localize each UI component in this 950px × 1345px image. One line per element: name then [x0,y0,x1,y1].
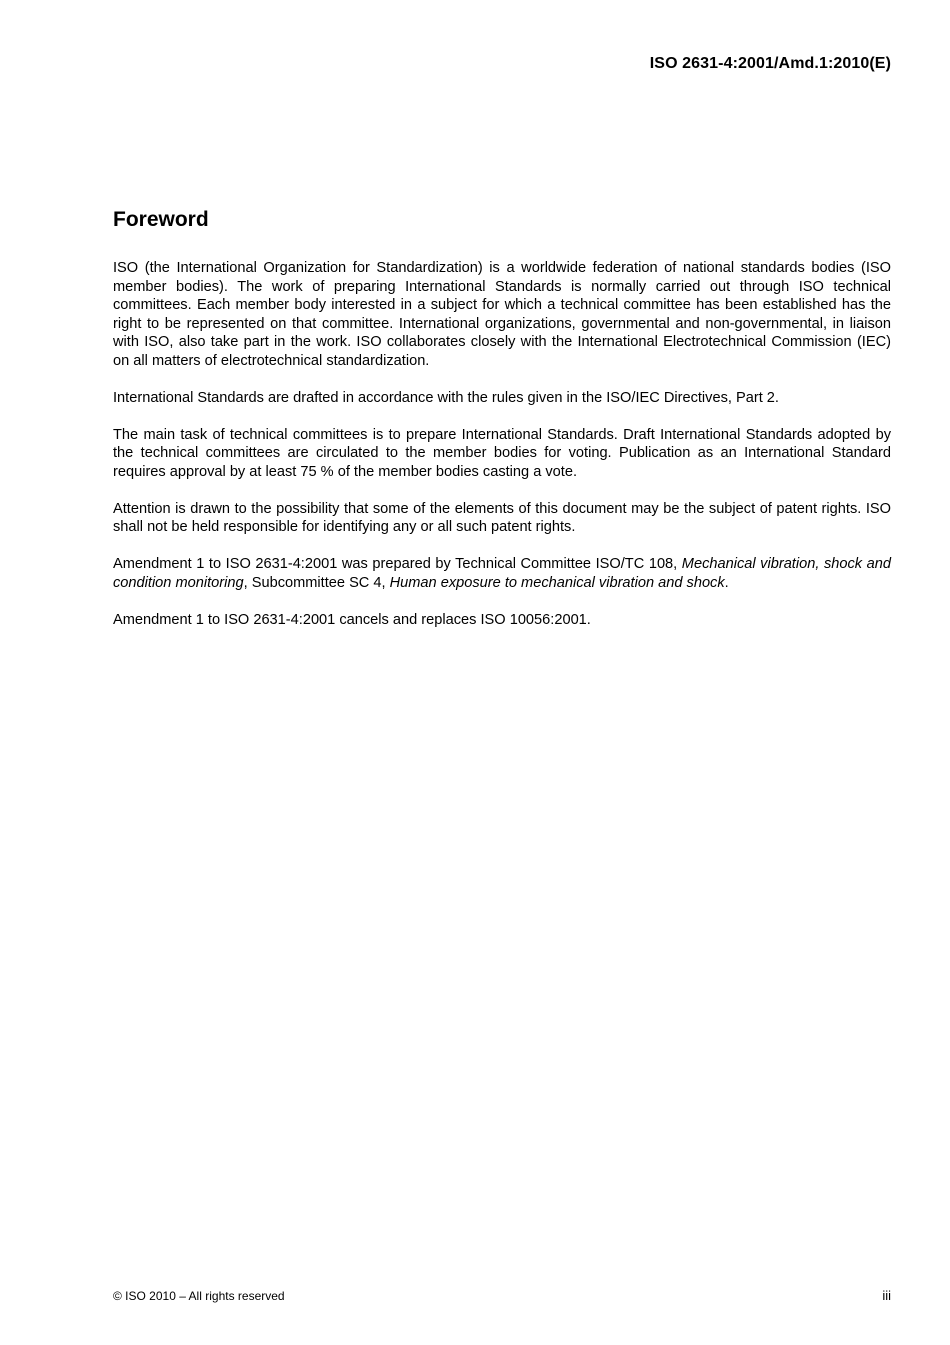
paragraph-cancels-replaces: Amendment 1 to ISO 2631-4:2001 cancels and replaces ISO 10056:2001. [113,611,591,628]
paragraph-iso-overview: ISO (the International Organization for Standardization) is a worldwide federation of national standards bodies (ISO member bodies). The work of preparing International Standards is normally carried out through ISO technical committees. Each member body interested in a subject for which a technical committee has been established has the right to be represented on that committee. International organizations, governmental and non-governmental, in liaison with ISO, also take part in the work. ISO collaborates closely with the International Electrotechnical Commission (IEC) on all matters of electrotechnical standardization. [113,260,891,369]
amendment-text-part2: , Subcommittee SC 4, [243,574,390,591]
amendment-text-part1: Amendment 1 to ISO 2631-4:2001 was prepared by Technical Committee ISO/TC 108, [113,556,682,572]
page-title: Foreword [113,208,209,231]
foreword-body [113,259,891,648]
committee-title: Mechanical vibration, shock and condition monitoring [113,556,891,591]
paragraph-amendment-preparation [113,555,891,592]
document-identifier: ISO 2631-4:2001/Amd.1:2010(E) [649,55,891,72]
amendment-text-part3: . [724,574,729,591]
paragraph-patent-rights: Attention is drawn to the possibility that some of the elements of this document may be the subject of patent rights. ISO shall not be held responsible for identifying any or all such patent rights. [113,500,891,535]
copyright-notice: © ISO 2010 – All rights reserved [113,1289,285,1303]
paragraph-directives: International Standards are drafted in accordance with the rules given in the ISO/IEC Directives, Part 2. [113,389,779,406]
page-number: iii [882,1288,891,1303]
subcommittee-title: Human exposure to mechanical vibration and shock [389,574,725,591]
paragraph-committee-task: The main task of technical committees is to prepare International Standards. Draft International Standards adopted by the technical committees are circulated to the member bodies for voting. Publication as an International Standard requires approval by at least 75 % of the member bodies casting a vote. [113,426,891,480]
